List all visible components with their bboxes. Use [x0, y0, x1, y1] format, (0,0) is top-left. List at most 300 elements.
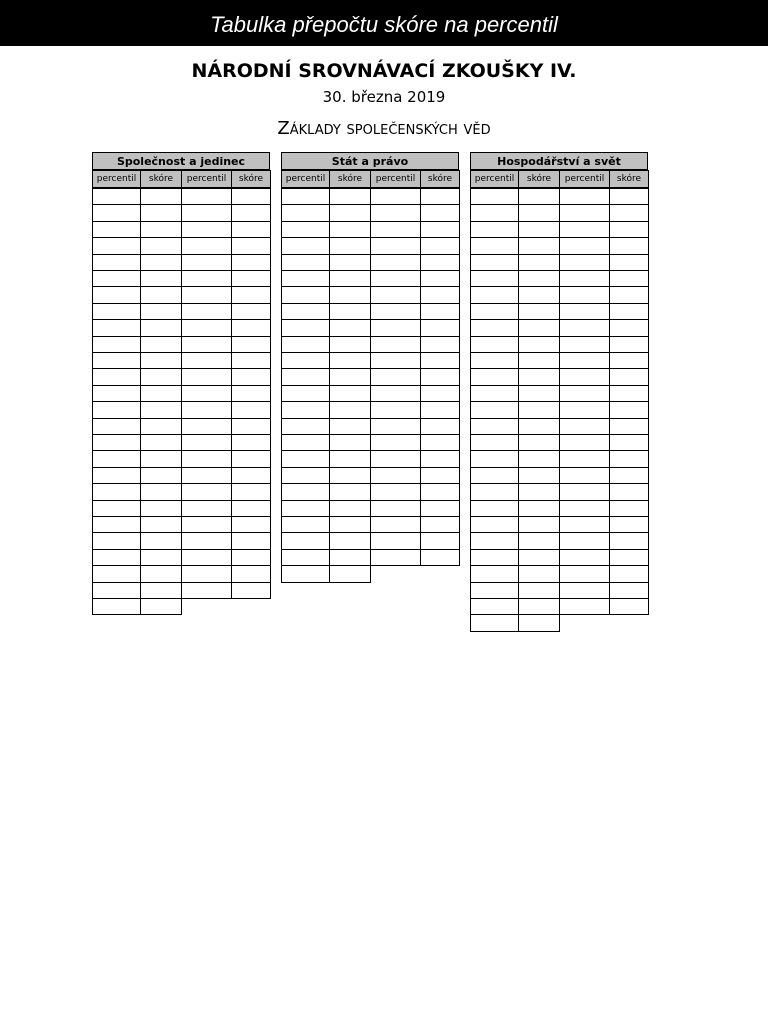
- table-cell: [281, 352, 330, 369]
- table-cell: [181, 303, 232, 320]
- table-cell: [370, 237, 421, 254]
- table-cell: [92, 418, 141, 435]
- table-cell: [231, 483, 271, 500]
- table-cell: [281, 303, 330, 320]
- table-cell: [181, 336, 232, 353]
- table-cell: [329, 549, 371, 566]
- table-cell: [518, 418, 560, 435]
- table-cell: [140, 598, 182, 615]
- table-cell: [420, 319, 460, 336]
- column-header: percentil: [92, 170, 141, 188]
- table-cell: [231, 336, 271, 353]
- table-cell: [420, 237, 460, 254]
- table-cell: [518, 565, 560, 582]
- table-cell: [140, 270, 182, 287]
- table-cell: [609, 483, 649, 500]
- table-cell: [470, 467, 519, 484]
- table-cell: [281, 237, 330, 254]
- table-cell: [181, 270, 232, 287]
- table-cell: [609, 549, 649, 566]
- table-cell: [140, 401, 182, 418]
- table-cell: [518, 385, 560, 402]
- table-cell: [92, 401, 141, 418]
- table-cell: [609, 286, 649, 303]
- table-cell: [518, 188, 560, 205]
- table-cell: [140, 385, 182, 402]
- table-cell: [559, 303, 610, 320]
- table-cell: [420, 549, 460, 566]
- table-cell: [470, 582, 519, 599]
- table-cell: [329, 483, 371, 500]
- table-cell: [231, 385, 271, 402]
- table-cell: [92, 368, 141, 385]
- table-cell: [181, 434, 232, 451]
- table-cell: [231, 467, 271, 484]
- table-cell: [281, 270, 330, 287]
- table-cell: [281, 336, 330, 353]
- table-cell: [518, 368, 560, 385]
- table-cell: [329, 303, 371, 320]
- table-cell: [370, 336, 421, 353]
- table-cell: [231, 270, 271, 287]
- table-cell: [609, 368, 649, 385]
- table-cell: [370, 516, 421, 533]
- subject-title: Základy společenských věd: [277, 118, 491, 139]
- table-cell: [181, 319, 232, 336]
- table-cell: [281, 368, 330, 385]
- table-cell: [281, 467, 330, 484]
- table-cell: [518, 401, 560, 418]
- table-cell: [609, 188, 649, 205]
- table-cell: [559, 565, 610, 582]
- table-cell: [370, 450, 421, 467]
- table-cell: [181, 532, 232, 549]
- table-cell: [92, 221, 141, 238]
- column-header: percentil: [559, 170, 610, 188]
- table-cell: [231, 565, 271, 582]
- table-cell: [470, 303, 519, 320]
- table-cell: [370, 418, 421, 435]
- table-cell: [281, 204, 330, 221]
- table-cell: [281, 401, 330, 418]
- table-cell: [518, 483, 560, 500]
- table-cell: [140, 516, 182, 533]
- table-cell: [140, 434, 182, 451]
- table-cell: [92, 565, 141, 582]
- table-cell: [518, 237, 560, 254]
- exam-date: 30. března 2019: [322, 88, 446, 106]
- table-cell: [420, 401, 460, 418]
- table-cell: [420, 188, 460, 205]
- table-cell: [329, 401, 371, 418]
- table-cell: [370, 549, 421, 566]
- table-cell: [609, 221, 649, 238]
- table-cell: [181, 582, 232, 599]
- table-cell: [470, 500, 519, 517]
- table-cell: [470, 286, 519, 303]
- table-cell: [281, 532, 330, 549]
- table-cell: [281, 385, 330, 402]
- table-cell: [518, 450, 560, 467]
- table-cell: [181, 401, 232, 418]
- table-cell: [140, 303, 182, 320]
- table-cell: [231, 352, 271, 369]
- table-cell: [92, 352, 141, 369]
- table-cell: [420, 516, 460, 533]
- table-cell: [92, 204, 141, 221]
- table-cell: [559, 582, 610, 599]
- table-cell: [329, 500, 371, 517]
- table-cell: [231, 286, 271, 303]
- table-cell: [231, 549, 271, 566]
- table-cell: [281, 500, 330, 517]
- table-cell: [281, 434, 330, 451]
- table-cell: [370, 286, 421, 303]
- table-cell: [559, 352, 610, 369]
- table-cell: [518, 352, 560, 369]
- table-cell: [231, 368, 271, 385]
- table-cell: [370, 467, 421, 484]
- table-cell: [420, 303, 460, 320]
- table-cell: [92, 188, 141, 205]
- table-cell: [609, 598, 649, 615]
- table-cell: [140, 418, 182, 435]
- table-cell: [231, 303, 271, 320]
- table-cell: [518, 319, 560, 336]
- table-cell: [518, 336, 560, 353]
- table-title: Společnost a jedinec: [92, 152, 270, 170]
- table-cell: [181, 418, 232, 435]
- table-cell: [181, 500, 232, 517]
- table-cell: [609, 434, 649, 451]
- table-cell: [181, 516, 232, 533]
- table-cell: [518, 204, 560, 221]
- table-cell: [329, 270, 371, 287]
- table-cell: [370, 254, 421, 271]
- table-cell: [470, 188, 519, 205]
- table-cell: [559, 188, 610, 205]
- table-cell: [470, 401, 519, 418]
- table-cell: [329, 336, 371, 353]
- table-cell: [470, 450, 519, 467]
- banner: Tabulka přepočtu skóre na percentil: [0, 0, 768, 46]
- table-cell: [609, 336, 649, 353]
- table-cell: [609, 204, 649, 221]
- table-cell: [559, 598, 610, 615]
- table-cell: [181, 385, 232, 402]
- table-cell: [609, 516, 649, 533]
- table-cell: [609, 500, 649, 517]
- table-cell: [420, 532, 460, 549]
- table-cell: [281, 418, 330, 435]
- table-cell: [140, 286, 182, 303]
- table-cell: [370, 204, 421, 221]
- table-cell: [609, 237, 649, 254]
- table-cell: [559, 418, 610, 435]
- column-header: skóre: [140, 170, 182, 188]
- table-cell: [92, 434, 141, 451]
- table-cell: [470, 565, 519, 582]
- table-cell: [609, 418, 649, 435]
- table-cell: [518, 467, 560, 484]
- table-cell: [518, 532, 560, 549]
- table-cell: [518, 549, 560, 566]
- table-cell: [329, 434, 371, 451]
- table-cell: [609, 467, 649, 484]
- table-cell: [231, 319, 271, 336]
- table-cell: [140, 582, 182, 599]
- table-cell: [370, 500, 421, 517]
- table-cell: [231, 532, 271, 549]
- table-cell: [281, 221, 330, 238]
- table-cell: [470, 614, 519, 631]
- table-cell: [470, 418, 519, 435]
- table-cell: [559, 204, 610, 221]
- table-cell: [92, 532, 141, 549]
- table-cell: [559, 500, 610, 517]
- table-cell: [470, 483, 519, 500]
- table-cell: [470, 336, 519, 353]
- table-cell: [370, 188, 421, 205]
- table-cell: [420, 286, 460, 303]
- table-cell: [518, 221, 560, 238]
- table-cell: [92, 319, 141, 336]
- table-cell: [181, 565, 232, 582]
- table-cell: [420, 270, 460, 287]
- table-cell: [518, 286, 560, 303]
- table-cell: [181, 352, 232, 369]
- table-cell: [231, 254, 271, 271]
- table-cell: [92, 237, 141, 254]
- table-cell: [140, 319, 182, 336]
- table-cell: [470, 598, 519, 615]
- table-cell: [181, 237, 232, 254]
- table-cell: [470, 352, 519, 369]
- table-cell: [329, 286, 371, 303]
- table-cell: [609, 303, 649, 320]
- table-cell: [181, 467, 232, 484]
- table-cell: [609, 582, 649, 599]
- table-cell: [92, 303, 141, 320]
- column-header: percentil: [281, 170, 330, 188]
- table-cell: [420, 385, 460, 402]
- table-cell: [518, 598, 560, 615]
- table-cell: [559, 237, 610, 254]
- table-cell: [470, 254, 519, 271]
- table-cell: [470, 221, 519, 238]
- table-cell: [181, 254, 232, 271]
- table-cell: [92, 385, 141, 402]
- table-cell: [181, 483, 232, 500]
- column-header: skóre: [420, 170, 460, 188]
- table-cell: [140, 188, 182, 205]
- column-header: skóre: [231, 170, 271, 188]
- table-cell: [92, 483, 141, 500]
- table-cell: [370, 401, 421, 418]
- table-cell: [92, 254, 141, 271]
- table-cell: [420, 254, 460, 271]
- table-cell: [231, 188, 271, 205]
- table-cell: [470, 237, 519, 254]
- table-cell: [470, 532, 519, 549]
- table-cell: [420, 204, 460, 221]
- table-cell: [181, 450, 232, 467]
- table-cell: [470, 434, 519, 451]
- table-cell: [470, 319, 519, 336]
- table-cell: [281, 565, 330, 582]
- table-cell: [140, 450, 182, 467]
- table-cell: [231, 237, 271, 254]
- table-cell: [370, 532, 421, 549]
- table-cell: [181, 204, 232, 221]
- table-cell: [518, 500, 560, 517]
- table-cell: [140, 467, 182, 484]
- table-cell: [329, 254, 371, 271]
- table-cell: [470, 368, 519, 385]
- table-cell: [92, 582, 141, 599]
- table-cell: [329, 352, 371, 369]
- table-cell: [329, 204, 371, 221]
- table-cell: [470, 516, 519, 533]
- table-cell: [609, 450, 649, 467]
- table-cell: [329, 418, 371, 435]
- table-cell: [181, 368, 232, 385]
- column-header: skóre: [518, 170, 560, 188]
- table-cell: [420, 336, 460, 353]
- table-cell: [140, 221, 182, 238]
- table-cell: [281, 286, 330, 303]
- table-cell: [559, 385, 610, 402]
- table-cell: [559, 532, 610, 549]
- table-title: Hospodářství a svět: [470, 152, 648, 170]
- table-cell: [370, 221, 421, 238]
- document-title: NÁRODNÍ SROVNÁVACÍ ZKOUŠKY IV.: [191, 60, 577, 82]
- table-cell: [329, 565, 371, 582]
- table-cell: [559, 254, 610, 271]
- table-cell: [609, 565, 649, 582]
- table-cell: [231, 434, 271, 451]
- table-cell: [231, 418, 271, 435]
- table-cell: [518, 254, 560, 271]
- table-cell: [92, 500, 141, 517]
- table-cell: [329, 532, 371, 549]
- table-cell: [231, 450, 271, 467]
- table-cell: [329, 516, 371, 533]
- column-header: percentil: [370, 170, 421, 188]
- table-cell: [181, 549, 232, 566]
- table-cell: [470, 270, 519, 287]
- table-cell: [559, 450, 610, 467]
- table-cell: [609, 532, 649, 549]
- column-header: skóre: [329, 170, 371, 188]
- table-cell: [518, 303, 560, 320]
- table-cell: [140, 549, 182, 566]
- table-cell: [329, 237, 371, 254]
- table-cell: [140, 352, 182, 369]
- table-cell: [92, 516, 141, 533]
- table-cell: [420, 483, 460, 500]
- table-cell: [559, 401, 610, 418]
- table-cell: [140, 204, 182, 221]
- table-cell: [92, 549, 141, 566]
- table-cell: [559, 270, 610, 287]
- table-cell: [92, 598, 141, 615]
- table-cell: [370, 483, 421, 500]
- table-cell: [281, 188, 330, 205]
- column-header: skóre: [609, 170, 649, 188]
- table-cell: [329, 221, 371, 238]
- table-cell: [281, 254, 330, 271]
- table-cell: [609, 319, 649, 336]
- table-cell: [231, 221, 271, 238]
- table-cell: [559, 368, 610, 385]
- table-cell: [559, 467, 610, 484]
- table-cell: [181, 221, 232, 238]
- table-cell: [518, 582, 560, 599]
- table-cell: [92, 450, 141, 467]
- table-cell: [231, 500, 271, 517]
- table-cell: [420, 368, 460, 385]
- table-cell: [559, 516, 610, 533]
- table-cell: [370, 385, 421, 402]
- table-cell: [329, 467, 371, 484]
- table-cell: [140, 565, 182, 582]
- table-cell: [370, 319, 421, 336]
- table-cell: [420, 434, 460, 451]
- table-cell: [518, 614, 560, 631]
- table-cell: [420, 221, 460, 238]
- table-cell: [181, 188, 232, 205]
- table-cell: [559, 434, 610, 451]
- table-cell: [329, 385, 371, 402]
- table-cell: [420, 418, 460, 435]
- table-cell: [609, 401, 649, 418]
- table-cell: [92, 270, 141, 287]
- table-cell: [231, 582, 271, 599]
- table-cell: [518, 434, 560, 451]
- table-cell: [470, 385, 519, 402]
- table-cell: [609, 352, 649, 369]
- table-cell: [370, 368, 421, 385]
- table-title: Stát a právo: [281, 152, 459, 170]
- table-cell: [92, 286, 141, 303]
- table-cell: [140, 237, 182, 254]
- table-cell: [281, 549, 330, 566]
- table-cell: [181, 286, 232, 303]
- table-cell: [518, 270, 560, 287]
- table-cell: [281, 450, 330, 467]
- table-cell: [559, 221, 610, 238]
- table-cell: [559, 483, 610, 500]
- table-cell: [140, 254, 182, 271]
- table-cell: [231, 401, 271, 418]
- table-cell: [140, 336, 182, 353]
- table-cell: [420, 352, 460, 369]
- table-cell: [609, 254, 649, 271]
- table-cell: [281, 516, 330, 533]
- column-header: percentil: [470, 170, 519, 188]
- table-cell: [370, 270, 421, 287]
- table-cell: [140, 483, 182, 500]
- table-cell: [329, 319, 371, 336]
- table-cell: [470, 549, 519, 566]
- table-cell: [559, 336, 610, 353]
- table-cell: [420, 500, 460, 517]
- table-cell: [140, 500, 182, 517]
- table-cell: [470, 204, 519, 221]
- table-cell: [281, 483, 330, 500]
- table-cell: [281, 319, 330, 336]
